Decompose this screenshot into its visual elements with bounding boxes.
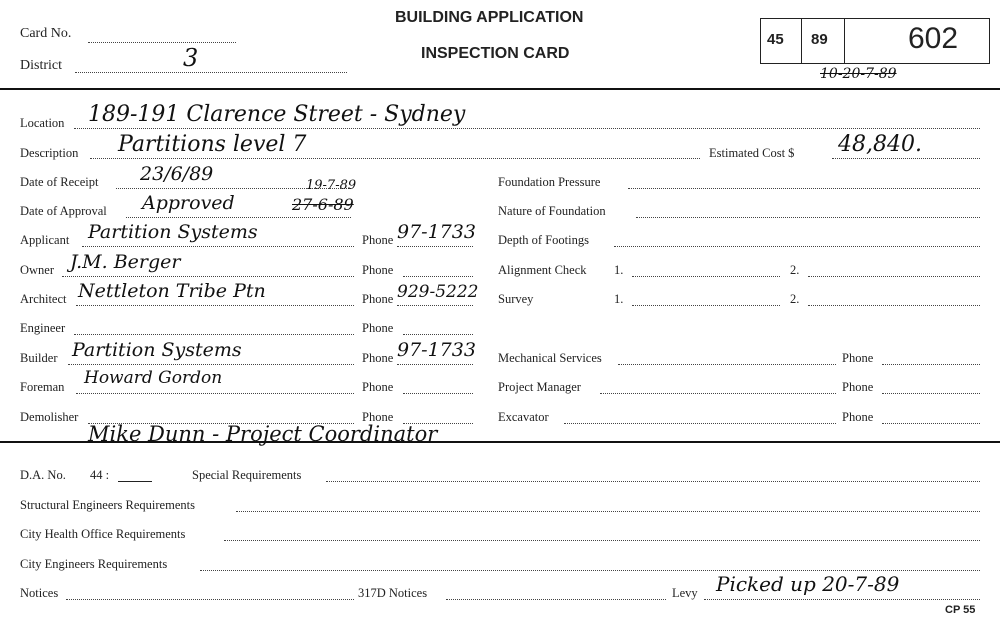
engineer-label: Engineer (20, 321, 66, 335)
demolisher-phone-label: Phone (362, 410, 394, 424)
structural-label: Structural Engineers Requirements (20, 498, 195, 512)
applicant-label: Applicant (20, 233, 70, 247)
description-label: Description (20, 146, 79, 160)
survey-label: Survey (498, 292, 534, 306)
district-value: 3 (183, 44, 199, 72)
owner-phone-label: Phone (362, 263, 394, 277)
location-value: 189-191 Clarence Street - Sydney (88, 102, 466, 127)
architect-phone: 929-5222 (397, 282, 479, 302)
box-number: 602 (908, 22, 959, 55)
architect-label: Architect (20, 292, 67, 306)
mech-label: Mechanical Services (498, 351, 602, 365)
approval-above: 19-7-89 (306, 178, 357, 193)
applicant-phone-label: Phone (362, 233, 394, 247)
da-label: D.A. No. (20, 468, 66, 482)
alignment-num1: 1. (614, 263, 624, 277)
survey-num1: 1. (614, 292, 624, 306)
owner-value: J.M. Berger (70, 251, 181, 273)
applicant-phone: 97-1733 (397, 221, 476, 243)
health-label: City Health Office Requirements (20, 527, 186, 541)
divider-middle (0, 441, 1000, 443)
foreman-phone-label: Phone (362, 380, 394, 394)
box-a: 45 (767, 31, 784, 48)
architect-value: Nettleton Tribe Ptn (78, 280, 266, 302)
box-b: 89 (811, 31, 828, 48)
excavator-label: Excavator (498, 410, 549, 424)
estimated-cost-label: Estimated Cost $ (709, 146, 795, 160)
builder-label: Builder (20, 351, 58, 365)
card-no-line (88, 42, 236, 43)
foreman-label: Foreman (20, 380, 65, 394)
notices317-label: 317D Notices (358, 586, 428, 600)
builder-phone-label: Phone (362, 351, 394, 365)
card-no-label: Card No. (20, 26, 72, 41)
applicant-value: Partition Systems (88, 221, 258, 243)
nature-foundation-label: Nature of Foundation (498, 204, 606, 218)
excavator-phone-label: Phone (842, 410, 874, 424)
engineer-phone-label: Phone (362, 321, 394, 335)
pm-label: Project Manager (498, 380, 581, 394)
builder-value: Partition Systems (72, 339, 242, 361)
pm-phone-label: Phone (842, 380, 874, 394)
title-line1: BUILDING APPLICATION (395, 9, 584, 26)
approval-label: Date of Approval (20, 204, 107, 218)
location-label: Location (20, 116, 65, 130)
approval-struck: 27-6-89 (292, 195, 354, 214)
divider-top (0, 88, 1000, 90)
depth-footings-label: Depth of Footings (498, 233, 589, 247)
approval-value: Approved (142, 192, 235, 214)
city-eng-label: City Engineers Requirements (20, 557, 168, 571)
title-line2: INSPECTION CARD (421, 45, 570, 62)
district-line (75, 72, 347, 73)
coordinator-note: Mike Dunn - Project Coordinator (88, 422, 438, 446)
receipt-label: Date of Receipt (20, 175, 99, 189)
notices-label: Notices (20, 586, 59, 600)
da-value: 44 : (90, 468, 110, 482)
receipt-value: 23/6/89 (140, 163, 214, 185)
form-code: CP 55 (945, 604, 976, 616)
levy-label: Levy (672, 586, 698, 600)
survey-num2: 2. (790, 292, 800, 306)
district-label: District (20, 58, 62, 73)
foreman-value: Howard Gordon (84, 368, 223, 388)
struck-date: 10-20-7-89 (820, 66, 897, 82)
builder-phone: 97-1733 (397, 339, 476, 361)
foundation-pressure-label: Foundation Pressure (498, 175, 601, 189)
alignment-num2: 2. (790, 263, 800, 277)
demolisher-label: Demolisher (20, 410, 79, 424)
special-label: Special Requirements (192, 468, 302, 482)
levy-value: Picked up 20-7-89 (716, 572, 900, 596)
owner-label: Owner (20, 263, 55, 277)
mech-phone-label: Phone (842, 351, 874, 365)
estimated-cost-value: 48,840. (838, 132, 922, 157)
alignment-label: Alignment Check (498, 263, 587, 277)
description-value: Partitions level 7 (118, 132, 307, 157)
architect-phone-label: Phone (362, 292, 394, 306)
